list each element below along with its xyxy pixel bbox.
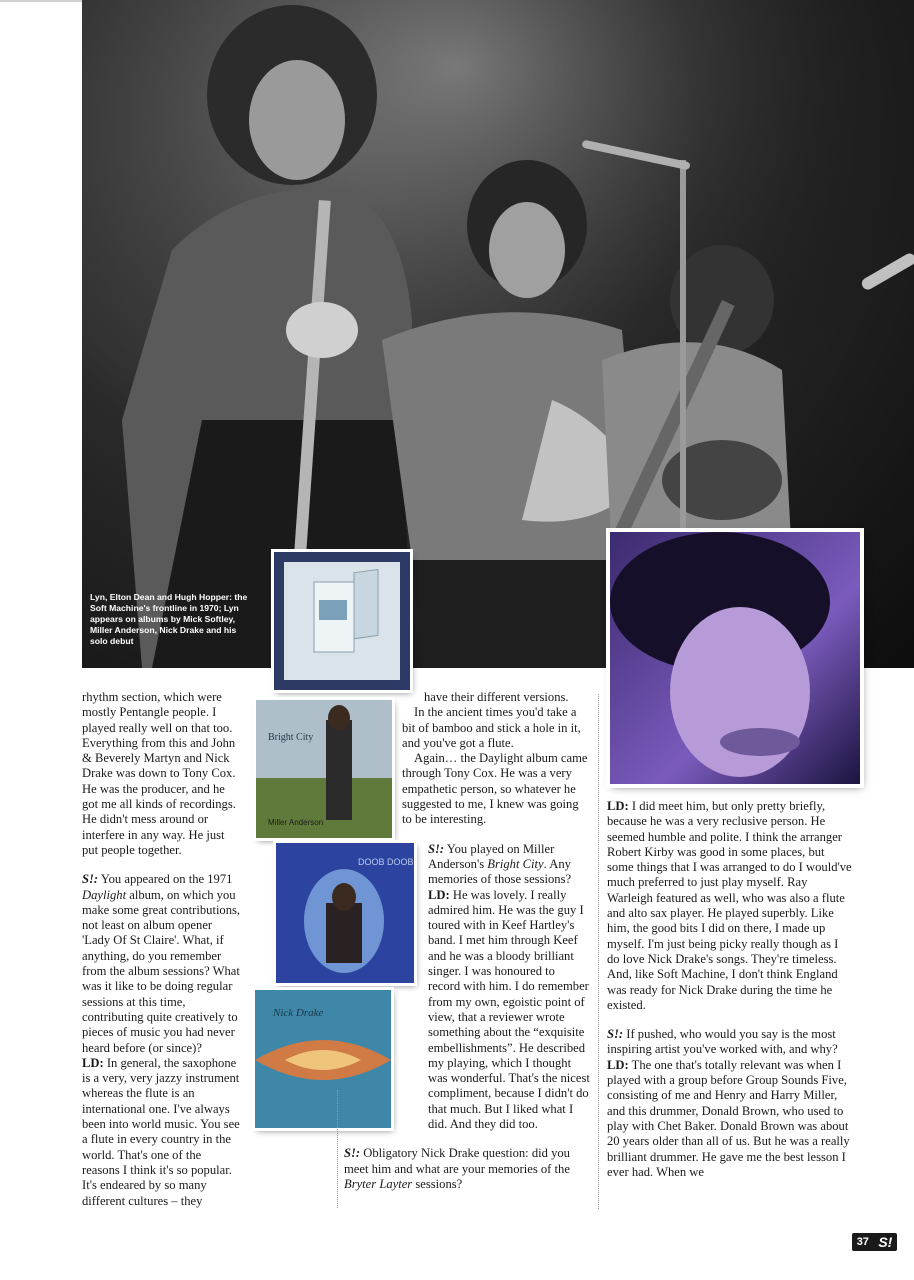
column-1 (82, 690, 252, 1209)
col2-answer-text: He was lovely. I really admired him. He was the guy I toured with in Keef Hartley's band. I met him through Keef and he was a bloody brilliant singer. I was honoured to record with him. I do remember from my own, egoistic point of view, that a reviewer wrote something about the “exquisite embellishments”. He described my playing, which I thought was wonderful. That's the nicest compliment, because I didn't do that much. But I liked what I did. And they did too. (428, 887, 590, 1132)
col1-answer-text: In general, the saxophone is a very, very jazzy instrument whereas the flute is an international one. I've always been into world music. You see a flute in every country in the world. That's one of the reasons I think it's so popular. It's endeared by so many different cultures – they (82, 1055, 240, 1208)
column-divider-1 (337, 1090, 338, 1208)
nick-drake-photo (610, 532, 860, 784)
col2-question-b: . Any memories of those sessions? (428, 856, 572, 887)
page-number: 37 (856, 1236, 869, 1248)
album-miller-anderson-label: Miller Anderson (268, 818, 324, 827)
col2-question-italic: Bright City (487, 856, 544, 871)
col2-question-2 (344, 1146, 590, 1192)
col1-question (82, 872, 242, 1056)
col3-answer-1 (607, 799, 853, 1013)
question-label: S!: (82, 872, 99, 887)
album-art-softley (276, 843, 414, 983)
answer-label: LD: (607, 1057, 629, 1072)
album-art-bright-city (256, 700, 392, 838)
question-label: S!: (428, 841, 445, 856)
col2-question-2-b: sessions? (412, 1176, 463, 1191)
col2-para-3: Again… the Daylight album came through Tony Cox. He was a very empathetic person, so whatever he suggested to me, I knew was going to be interesting. (402, 751, 588, 827)
col3-answer-2-text: The one that's totally relevant was when I played with a group before Group Sounds Five, consisting of me and Henry and Harry Miller, and this drummer, Donald Brown, who used to play with Chet Baker. Donald Brown was about 20 years older than all of us. But he was a really brilliant drummer. He gave me the best lesson I ever had. When we (607, 1057, 850, 1179)
album-art-fridge (274, 552, 410, 690)
page-footer (852, 1233, 897, 1251)
col2-question-2-italic: Bryter Layter (344, 1176, 413, 1191)
col1-question-b: album, on which you make some great contributions, not least on album opener 'Lady Of St Claire'. What, if anything, do you remember from the album sessions? What was it like to be doing regular sessions at this time, contributing quite creatively to pieces of music you had never heard before (or since)? (82, 887, 241, 1055)
col2-para-1: have their different versions. (424, 690, 569, 704)
magazine-logo: S! (878, 1234, 893, 1250)
answer-label: LD: (607, 799, 629, 813)
photo-caption: Lyn, Elton Dean and Hugh Hopper: the Soft Machine's frontline in 1970; Lyn appears on albums by Mick Softley, Miller Anderson, Nick Drake and his solo debut (90, 592, 248, 646)
column-3 (607, 799, 853, 1180)
album-cover-bright-city (256, 700, 392, 838)
album-solo-title: DOOB DOOB (358, 857, 414, 867)
answer-label: LD: (82, 1055, 104, 1070)
album-bryter-title: Nick Drake (273, 1007, 324, 1019)
col3-answer-1-text: I did meet him, but only pretty briefly, because he was a very reclusive person. He seemed humble and polite. I think the arranger Robert Kirby was good in some places, but some things that I was arranged to do I would've much preferred to just play myself. Ray Warleigh featured as well, who was also a flute and alto sax player. He played superbly. Like him, the good bits I did on there, I made up myself. I'm just being picky really though as I do love Nick Drake's songs. They're timeless. And, like Soft Machine, I don't think England was ready for Nick Drake during the time he existed. (607, 799, 852, 1012)
answer-label: LD: (428, 887, 450, 902)
col2-answer (402, 888, 590, 1133)
album-art-bryter (255, 990, 391, 1128)
question-label: S!: (344, 1146, 361, 1161)
col1-question-italic: Daylight (82, 887, 127, 902)
col2-question-a: You played on Miller Anderson's (428, 841, 555, 871)
col1-question-a: You appeared on the 1971 (98, 872, 233, 887)
col3-question-text: If pushed, who would you say is the most inspiring artist you've worked with, and why? (607, 1027, 838, 1057)
col2-question (402, 842, 590, 888)
question-label: S!: (607, 1027, 624, 1042)
album-cover-solo-debut (274, 552, 410, 690)
album-cover-mick-softley (276, 843, 414, 983)
col3-question (607, 1027, 853, 1058)
col3-answer-2 (607, 1058, 853, 1180)
top-rule (0, 0, 82, 2)
nick-drake-photo-art (610, 532, 860, 784)
album-cover-bryter-layter (255, 990, 391, 1128)
column-divider-2 (598, 694, 599, 1209)
col1-answer (82, 1056, 242, 1209)
album-bright-city-title: Bright City (268, 732, 314, 743)
col1-para-1: rhythm section, which were mostly Pentangle people. I played really well on that too. Everything from this and John & Beverely Martyn and Nick Drake was down to Tony Cox. He was the producer, and he got me all kinds of recordings. He didn't mess around or interfere in any way. He just put people together. (82, 690, 236, 857)
col2-para-2: In the ancient times you'd take a bit of bamboo and stick a hole in it, and you've got a flute. (402, 705, 581, 750)
col2-question-2-a: Obligatory Nick Drake question: did you meet him and what are your memories of the (344, 1146, 570, 1176)
